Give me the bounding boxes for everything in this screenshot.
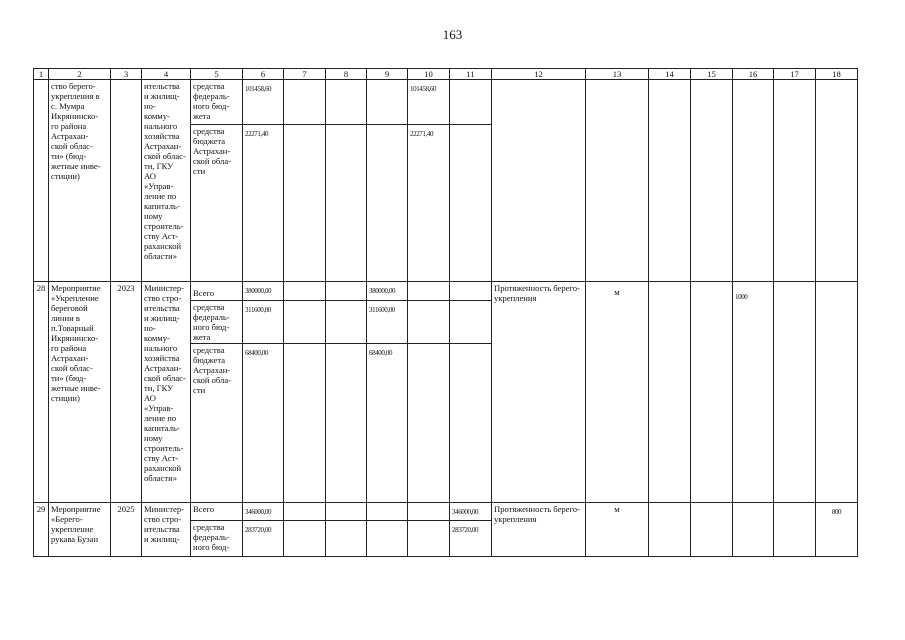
header-cell: 6 — [243, 69, 284, 80]
cell-amount — [326, 503, 367, 521]
cell-value — [774, 503, 816, 557]
cell-amount: 68400,00 — [243, 344, 284, 503]
cell-amount — [408, 521, 450, 557]
cell-amount — [408, 282, 450, 301]
cell-amount: 311600,00 — [243, 301, 284, 344]
program-table — [33, 68, 858, 557]
header-cell: 13 — [586, 69, 649, 80]
cell-amount — [284, 125, 326, 282]
cell-amount — [450, 344, 492, 503]
cell-amount: 346000,00 — [243, 503, 284, 521]
cell-executor: ительства и жилищ- но- комму- нального хозяйства Астрахан- ской облас- ти, ГКУ АО «Управ- ление по капиталь- ному строитель- ству Аст- раханской области» — [142, 80, 191, 282]
cell-amount — [367, 521, 408, 557]
cell-measure-name: Мероприятие «Берего- укрепление рукава Бузан — [49, 503, 111, 557]
header-cell: 18 — [816, 69, 858, 80]
cell-value — [774, 80, 816, 282]
cell-amount: 283720,00 — [243, 521, 284, 557]
cell-unit — [586, 80, 649, 282]
cell-amount — [450, 282, 492, 301]
cell-amount: 101458,60 — [243, 80, 284, 125]
cell-value — [691, 282, 733, 503]
cell-value: 800 — [816, 503, 858, 557]
cell-value — [774, 282, 816, 503]
cell-amount: 22271,40 — [243, 125, 284, 282]
cell-year — [111, 80, 142, 282]
page-number: 163 — [442, 27, 463, 42]
cell-measure-name: ство берего- укрепления в с. Мумра Икрянинско- го района Астрахан- ской облас- ти» (бюд- жетные инве- стиции) — [49, 80, 111, 282]
cell-indicator: Протяженность берего- укрепления — [492, 282, 586, 503]
header-cell: 15 — [691, 69, 733, 80]
cell-amount — [408, 344, 450, 503]
cell-amount — [408, 503, 450, 521]
cell-source: средства бюджета Астрахан- ской обла- сти — [191, 344, 243, 503]
cell-source: средства бюджета Астрахан- ской обла- сти — [191, 125, 243, 282]
cell-amount — [408, 301, 450, 344]
cell-value — [816, 80, 858, 282]
cell-amount: 22271,40 — [408, 125, 450, 282]
cell-value — [649, 282, 691, 503]
cell-amount — [450, 80, 492, 125]
cell-value — [816, 282, 858, 503]
cell-year: 2023 — [111, 282, 142, 503]
header-cell: 5 — [191, 69, 243, 80]
cell-source: Всего — [191, 503, 243, 521]
table-row — [34, 282, 858, 301]
cell-amount — [450, 125, 492, 282]
cell-amount — [450, 301, 492, 344]
cell-measure-name: Мероприятие «Укрепление береговой линии в п.Товарный Икрянинско- го района Астрахан- ской облас- ти» (бюд- жетные инве- стиции) — [49, 282, 111, 503]
header-cell: 16 — [733, 69, 774, 80]
header-cell: 7 — [284, 69, 326, 80]
cell-amount: 346000,00 — [450, 503, 492, 521]
cell-amount — [326, 301, 367, 344]
header-cell: 10 — [408, 69, 450, 80]
cell-year: 2025 — [111, 503, 142, 557]
header-row — [34, 69, 858, 80]
cell-indicator: Протяженность берего- укрепления — [492, 503, 586, 557]
header-cell: 11 — [450, 69, 492, 80]
cell-amount — [326, 282, 367, 301]
cell-amount: 380000,00 — [367, 282, 408, 301]
cell-amount: 380000,00 — [243, 282, 284, 301]
header-cell: 3 — [111, 69, 142, 80]
cell-source: средства федераль- ного бюд- жета — [191, 301, 243, 344]
cell-amount — [326, 80, 367, 125]
cell-amount — [367, 125, 408, 282]
header-cell: 17 — [774, 69, 816, 80]
cell-unit: м — [586, 282, 649, 503]
header-cell: 2 — [49, 69, 111, 80]
cell-num — [34, 80, 49, 282]
cell-value — [691, 503, 733, 557]
header-cell: 14 — [649, 69, 691, 80]
cell-amount — [284, 503, 326, 521]
cell-value — [733, 80, 774, 282]
cell-amount: 283720,00 — [450, 521, 492, 557]
cell-amount — [326, 521, 367, 557]
cell-amount — [284, 80, 326, 125]
cell-value — [691, 80, 733, 282]
cell-executor: Министер- ство стро- ительства и жилищ- но- комму- нального хозяйства Астрахан- ской облас- ти, ГКУ АО «Управ- ление по капиталь- ному строитель- ству Аст- раханской области» — [142, 282, 191, 503]
cell-value: 1000 — [733, 282, 774, 503]
cell-indicator — [492, 80, 586, 282]
cell-num: 28 — [34, 282, 49, 503]
cell-amount: 68400,00 — [367, 344, 408, 503]
cell-amount — [326, 125, 367, 282]
cell-amount: 101458,60 — [408, 80, 450, 125]
table-row — [34, 503, 858, 521]
cell-amount — [284, 282, 326, 301]
cell-source: Всего — [191, 282, 243, 301]
cell-amount — [367, 503, 408, 521]
cell-value — [649, 503, 691, 557]
cell-amount — [326, 344, 367, 503]
cell-amount: 311600,00 — [367, 301, 408, 344]
cell-num: 29 — [34, 503, 49, 557]
cell-amount — [367, 80, 408, 125]
header-cell: 12 — [492, 69, 586, 80]
header-cell: 9 — [367, 69, 408, 80]
cell-value — [649, 80, 691, 282]
cell-unit: м — [586, 503, 649, 557]
cell-amount — [284, 521, 326, 557]
header-cell: 4 — [142, 69, 191, 80]
header-cell: 8 — [326, 69, 367, 80]
cell-amount — [284, 344, 326, 503]
table-row — [34, 80, 858, 125]
cell-amount — [284, 301, 326, 344]
header-cell: 1 — [34, 69, 49, 80]
cell-source: средства федераль- ного бюд- жета — [191, 80, 243, 125]
cell-value — [733, 503, 774, 557]
cell-executor: Министер- ство стро- ительства и жилищ- — [142, 503, 191, 557]
cell-source: средства федераль- ного бюд- — [191, 521, 243, 557]
